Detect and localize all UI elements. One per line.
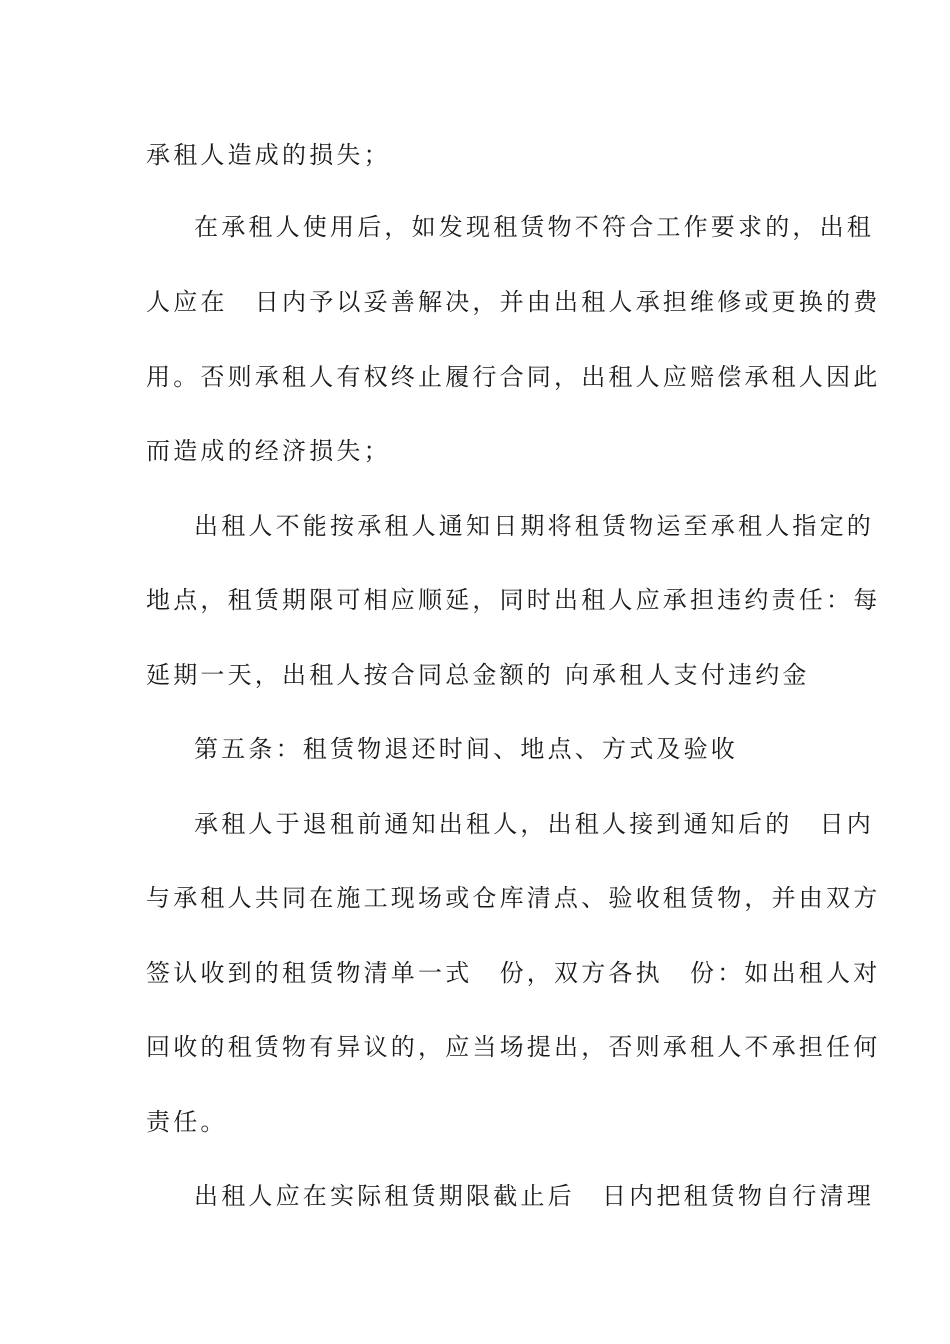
text-line-7: 地点，租赁期限可相应顺延，同时出租人应承担违约责任：每 bbox=[146, 586, 881, 614]
text-line-12: 签认收到的租赁物清单一式 份，双方各执 份：如出租人对 bbox=[146, 959, 881, 987]
text-line-11: 与承租人共同在施工现场或仓库清点、验收租赁物，并由双方 bbox=[146, 884, 881, 912]
text-line-14: 责任。 bbox=[146, 1108, 228, 1136]
section-heading: 第五条：租赁物退还时间、地点、方式及验收 bbox=[194, 735, 738, 763]
text-line-2: 在承租人使用后，如发现租赁物不符合工作要求的，出租 bbox=[194, 213, 874, 241]
text-line-3: 人应在 日内予以妥善解决，并由出租人承担维修或更换的费 bbox=[146, 288, 881, 316]
text-line-1: 承租人造成的损失； bbox=[146, 141, 391, 169]
text-line-5: 而造成的经济损失； bbox=[146, 437, 391, 465]
text-line-4: 用。否则承租人有权终止履行合同，出租人应赔偿承租人因此 bbox=[146, 363, 881, 391]
text-line-15: 出租人应在实际租赁期限截止后 日内把租赁物自行清理 bbox=[194, 1182, 874, 1210]
text-line-13: 回收的租赁物有异议的，应当场提出，否则承租人不承担任何 bbox=[146, 1033, 881, 1061]
text-line-8: 延期一天，出租人按合同总金额的 向承租人支付违约金 bbox=[146, 661, 810, 689]
text-line-6: 出租人不能按承租人通知日期将租赁物运至承租人指定的 bbox=[194, 512, 874, 540]
text-line-10: 承租人于退租前通知出租人，出租人接到通知后的 日内 bbox=[194, 810, 874, 838]
